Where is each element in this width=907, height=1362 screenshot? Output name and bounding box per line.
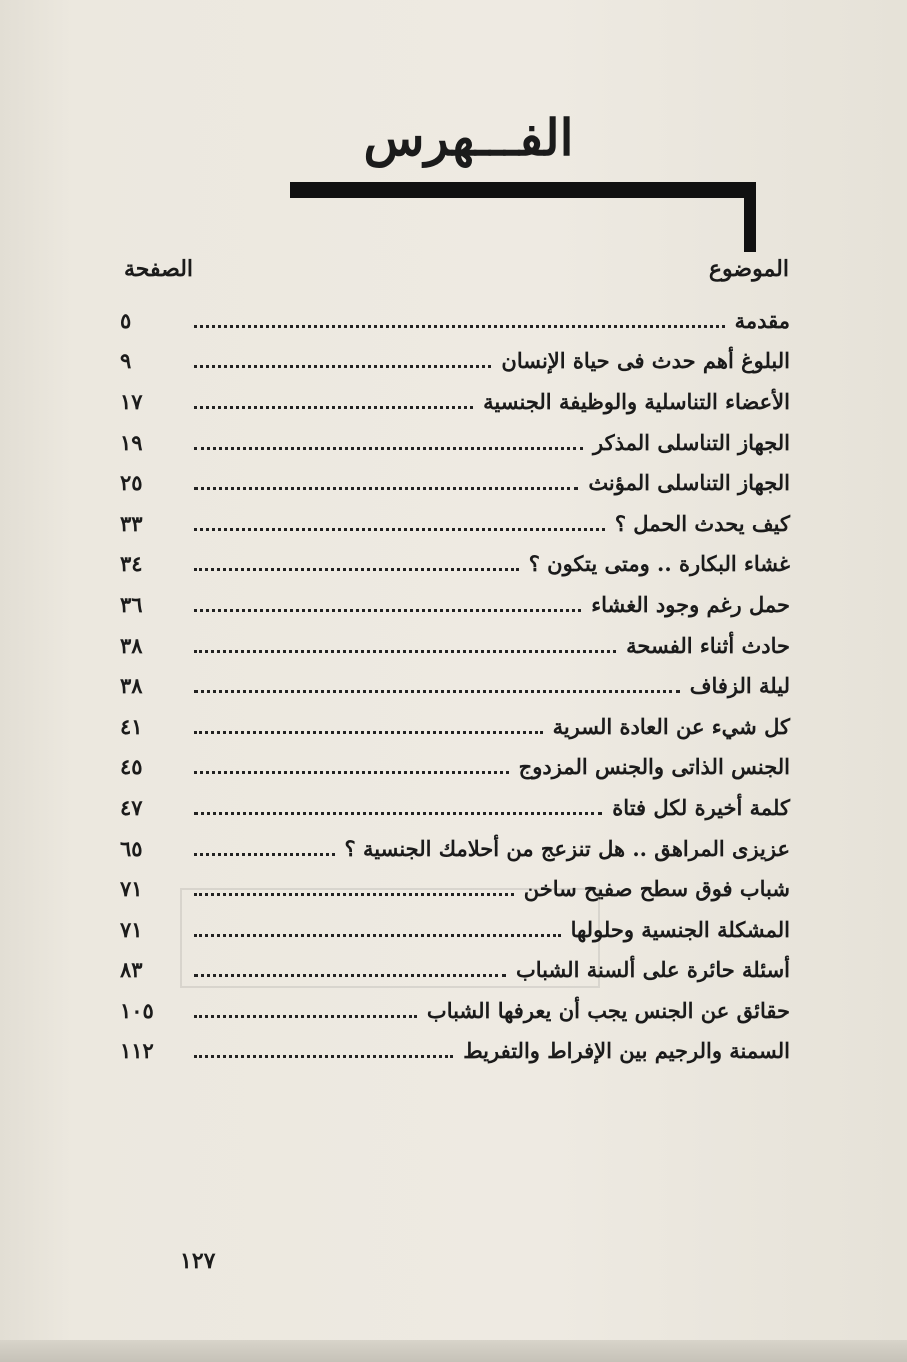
toc-entry [120,706,790,747]
toc-entry-title: الجهاز التناسلى المذكر [593,429,790,455]
dot-leader [194,325,725,328]
toc-entry-page: ٢٥ [120,470,143,496]
toc-entry-title: المشكلة الجنسية وحلولها [570,916,790,942]
toc-entry [120,868,790,909]
dot-leader [194,487,578,490]
toc-entry-page: ٨٣ [120,957,143,983]
toc-entry [120,665,790,706]
dot-leader [194,365,491,368]
toc-entry [120,909,790,950]
toc-entry-title: أسئلة حائرة على ألسنة الشباب [515,957,790,983]
toc-entry-page: ٥ [120,307,132,333]
toc-entry-page: ١٩ [120,429,143,455]
dot-leader [194,528,605,531]
toc-entry-title: شباب فوق سطح صفيح ساخن [523,876,790,902]
toc-entry-page: ٤٧ [120,794,143,820]
toc-entry [120,462,790,503]
toc-entry-title: السمنة والرجيم بين الإفراط والتفريط [463,1038,790,1064]
title-rule-vertical [744,182,756,252]
toc-entry-title: ليلة الزفاف [689,673,790,699]
table-of-contents [120,300,790,1071]
toc-entry-page: ١٧ [120,388,143,414]
toc-entry [120,341,790,382]
toc-entry [120,584,790,625]
toc-entry-title: كلمة أخيرة لكل فتاة [612,794,790,820]
page-number: ١٢٧ [180,1248,216,1274]
toc-entry-title: غشاء البكارة .. ومتى يتكون ؟ [528,551,790,577]
toc-entry-page: ٧١ [120,916,143,942]
toc-entry [120,300,790,341]
toc-entry [120,990,790,1031]
toc-entry [120,747,790,788]
dot-leader [194,853,335,856]
dot-leader [194,1015,417,1018]
toc-entry-page: ٣٨ [120,632,143,658]
dot-leader [194,731,543,734]
toc-entry [120,828,790,869]
toc-entry-title: كيف يحدث الحمل ؟ [614,510,790,536]
dot-leader [194,893,514,896]
toc-entry [120,503,790,544]
dot-leader [194,812,602,815]
page-bottom-edge [0,1340,907,1362]
toc-entry [120,950,790,991]
toc-entry-title: كل شيء عن العادة السرية [552,713,790,739]
toc-entry [120,544,790,585]
toc-entry-page: ٣٨ [120,673,143,699]
title-rule-horizontal [290,182,756,198]
dot-leader [194,934,561,937]
dot-leader [194,406,473,409]
toc-entry-page: ١١٢ [120,1038,154,1064]
toc-entry-page: ٣٤ [120,551,143,577]
toc-entry-page: ١٠٥ [120,997,154,1023]
toc-entry-page: ٣٦ [120,591,143,617]
toc-entry-title: عزيزى المراهق .. هل تنزعج من أحلامك الجنسية ؟ [344,835,790,861]
toc-entry-title: حقائق عن الجنس يجب أن يعرفها الشباب [426,997,790,1023]
dot-leader [194,650,616,653]
toc-entry-title: الجنس الذاتى والجنس المزدوج [518,754,790,780]
toc-entry-page: ٦٥ [120,835,143,861]
toc-entry-title: حمل رغم وجود الغشاء [591,591,790,617]
toc-entry [120,787,790,828]
toc-entry-page: ٤١ [120,713,143,739]
dot-leader [194,609,581,612]
dot-leader [194,1055,453,1058]
dot-leader [194,690,680,693]
dot-leader [194,974,506,977]
dot-leader [194,771,509,774]
toc-entry [120,1031,790,1072]
toc-entry-title: الجهاز التناسلى المؤنث [588,470,790,496]
topic-column-header: الموضوع [708,256,789,282]
toc-entry-title: الأعضاء التناسلية والوظيفة الجنسية [483,388,790,414]
toc-entry-page: ٩ [120,348,132,374]
toc-entry [120,381,790,422]
page-column-header: الصفحة [124,256,194,282]
page-title: الفـــهرس [363,108,574,167]
toc-entry [120,422,790,463]
toc-entry-title: حادث أثناء الفسحة [626,632,790,658]
toc-entry-page: ٣٣ [120,510,143,536]
dot-leader [194,447,583,450]
toc-entry-page: ٤٥ [120,754,143,780]
toc-entry [120,625,790,666]
toc-entry-title: مقدمة [734,307,790,333]
toc-entry-page: ٧١ [120,876,143,902]
toc-entry-title: البلوغ أهم حدث فى حياة الإنسان [501,348,790,374]
dot-leader [194,568,519,571]
